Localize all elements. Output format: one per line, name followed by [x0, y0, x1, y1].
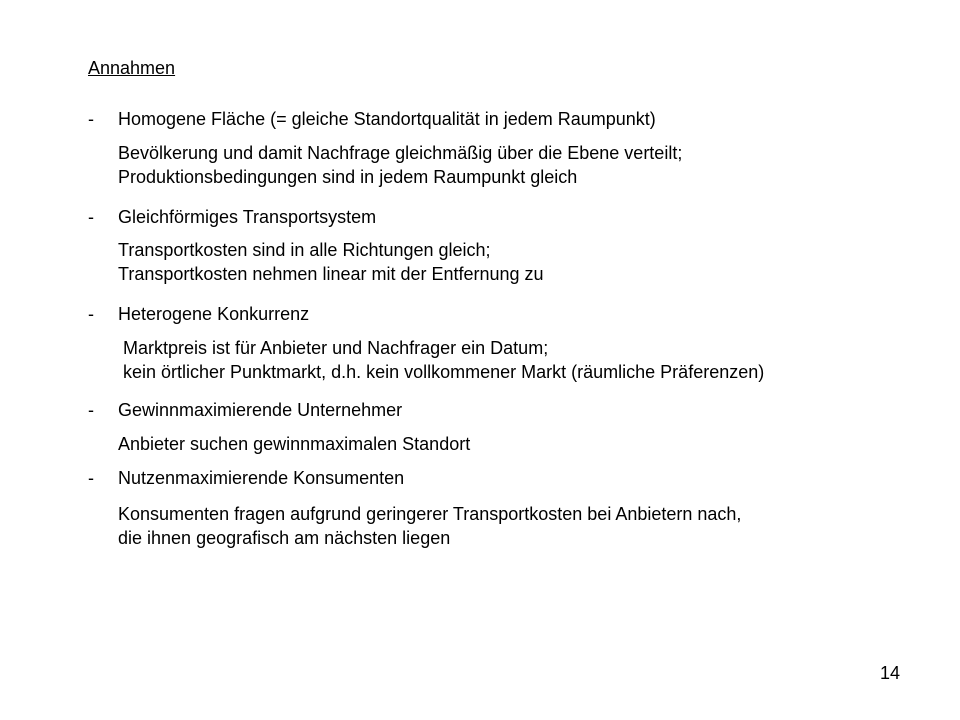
assumption-description: [118, 141, 682, 189]
description-line: die ihnen geografisch am nächsten liegen: [118, 528, 451, 548]
assumption-description: [118, 238, 544, 286]
page-number: 14: [880, 663, 901, 683]
bullet-dash: -: [88, 304, 94, 324]
description-line: kein örtlicher Punktmarkt, d.h. kein vollkommener Markt (räumliche Präferenzen): [123, 362, 765, 382]
assumption-heading: Nutzenmaximierende Konsumenten: [118, 468, 405, 488]
bullet-dash: -: [88, 109, 94, 129]
assumption-description: [118, 502, 741, 550]
description-line: Anbieter suchen gewinnmaximalen Standort: [118, 434, 471, 454]
assumption-heading: Heterogene Konkurrenz: [118, 304, 310, 324]
assumption-heading: Gewinnmaximierende Unternehmer: [118, 400, 403, 420]
description-line: Transportkosten sind in alle Richtungen gleich;: [118, 240, 491, 260]
description-line: Transportkosten nehmen linear mit der Entfernung zu: [118, 264, 544, 284]
description-line: Marktpreis ist für Anbieter und Nachfrager ein Datum;: [123, 338, 549, 358]
bullet-dash: -: [88, 468, 94, 488]
description-line: Bevölkerung und damit Nachfrage gleichmäßig über die Ebene verteilt;: [118, 143, 683, 163]
assumption-description: [118, 432, 470, 456]
assumption-heading: Homogene Fläche (= gleiche Standortqualität in jedem Raumpunkt): [118, 109, 656, 129]
assumption-heading: Gleichförmiges Transportsystem: [118, 207, 377, 227]
slide-title: Annahmen: [88, 58, 176, 78]
description-line: Produktionsbedingungen sind in jedem Raumpunkt gleich: [118, 167, 578, 187]
assumption-description: [123, 336, 764, 384]
bullet-dash: -: [88, 207, 94, 227]
description-line: Konsumenten fragen aufgrund geringerer Transportkosten bei Anbietern nach,: [118, 504, 742, 524]
bullet-dash: -: [88, 400, 94, 420]
